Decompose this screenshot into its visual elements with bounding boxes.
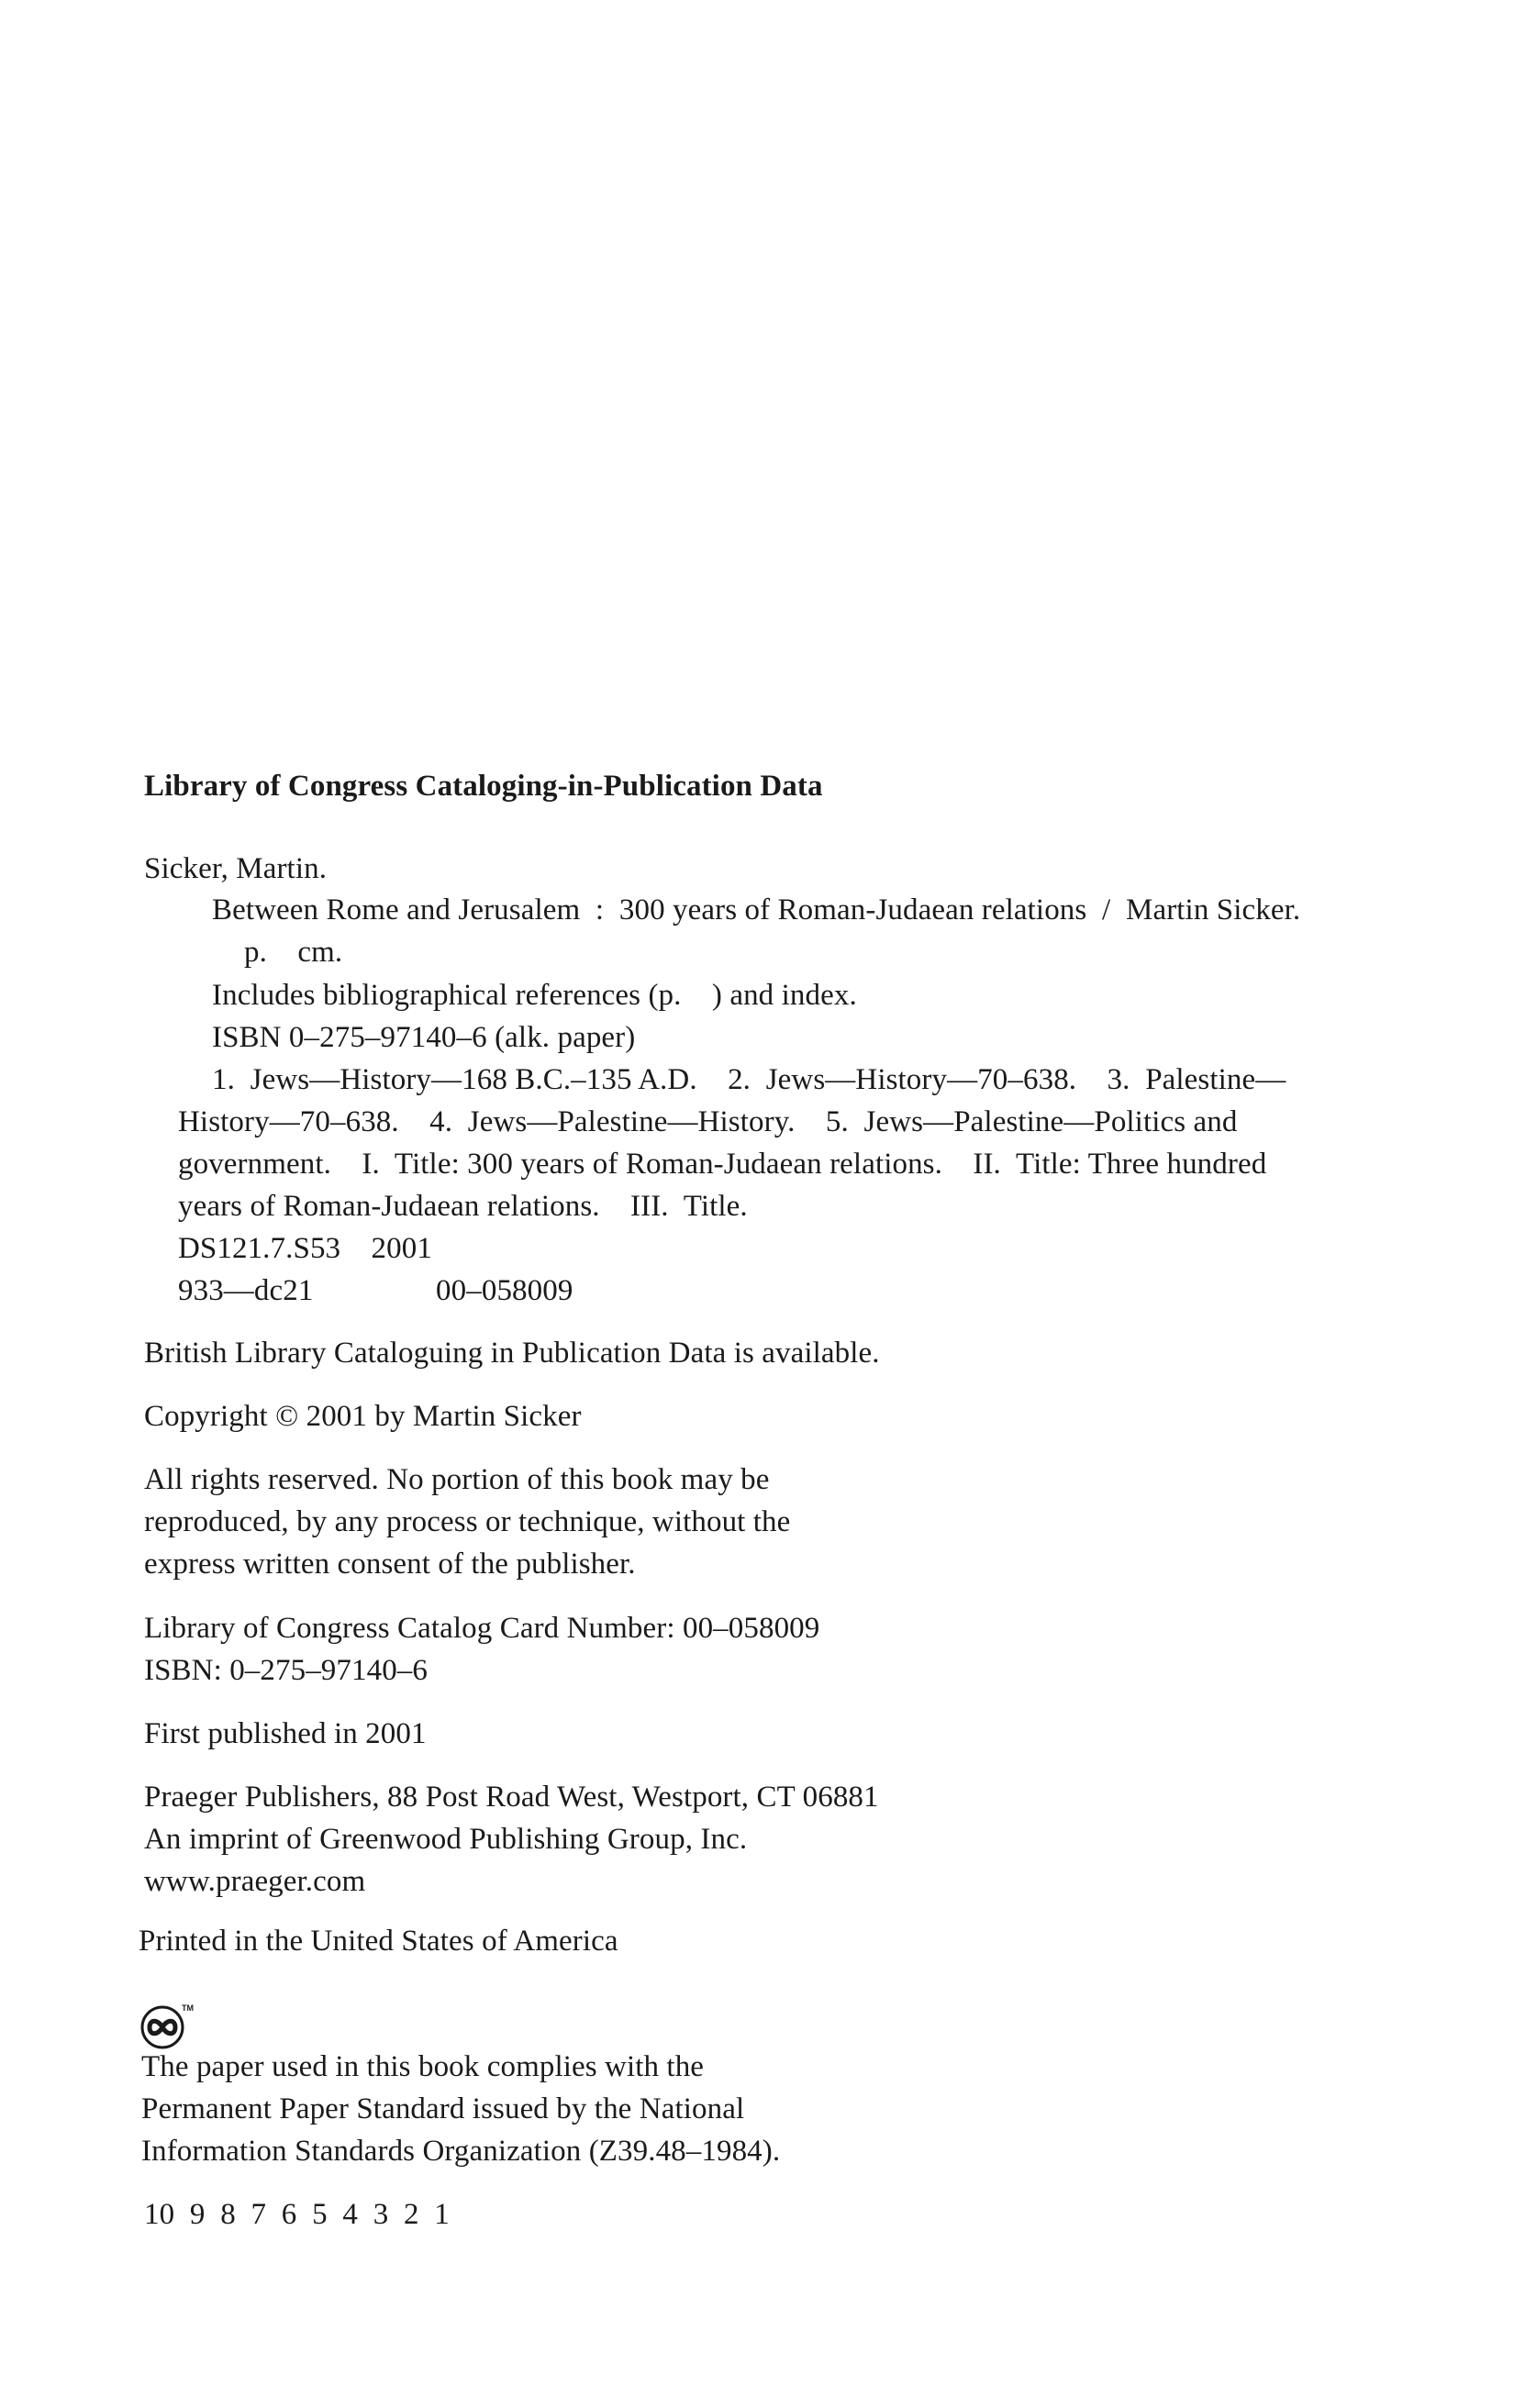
copyright-line: Copyright © 2001 by Martin Sicker [144, 1400, 582, 1433]
cip-subject-line: government. I. Title: 300 years of Roman-Judaean relations. II. Title: Three hundred [178, 1148, 1267, 1181]
publisher-address: Praeger Publishers, 88 Post Road West, Westport, CT 06881 [144, 1781, 879, 1814]
publisher-website: www.praeger.com [144, 1865, 366, 1898]
cip-subject-line: years of Roman-Judaean relations. III. Title. [178, 1190, 748, 1223]
cip-subject-line: 1. Jews—History—168 B.C.–135 A.D. 2. Jews—History—70–638. 3. Palestine— [212, 1063, 1286, 1096]
rights-line: All rights reserved. No portion of this book may be [144, 1463, 770, 1496]
catalog-card-number: Library of Congress Catalog Card Number: 00–058009 [144, 1612, 820, 1645]
cip-heading: Library of Congress Cataloging-in-Publication Data [144, 770, 823, 803]
cip-classification: 933—dc21 00–058009 [178, 1274, 573, 1307]
cip-isbn: ISBN 0–275–97140–6 (alk. paper) [212, 1021, 636, 1054]
cip-size: p. cm. [244, 936, 343, 969]
first-published: First published in 2001 [144, 1717, 427, 1750]
cip-author: Sicker, Martin. [144, 852, 328, 885]
printing-number-line: 10 9 8 7 6 5 4 3 2 1 [144, 2198, 450, 2231]
paper-note-line: Permanent Paper Standard issued by the National [141, 2092, 745, 2125]
infinity-paper-icon [140, 2002, 195, 2049]
cip-call-number: DS121.7.S53 2001 [178, 1232, 432, 1265]
rights-line: reproduced, by any process or technique, without the [144, 1505, 791, 1538]
publisher-imprint: An imprint of Greenwood Publishing Group, Inc. [144, 1823, 748, 1856]
paper-note-line: The paper used in this book complies with the [141, 2050, 705, 2083]
cip-bibliography: Includes bibliographical references (p. ) and index. [212, 979, 857, 1012]
cip-subject-line: History—70–638. 4. Jews—Palestine—History. 5. Jews—Palestine—Politics and [178, 1105, 1238, 1138]
rights-line: express written consent of the publisher. [144, 1548, 636, 1581]
printed-in: Printed in the United States of America [139, 1925, 618, 1958]
british-library-note: British Library Cataloguing in Publication Data is available. [144, 1337, 880, 1370]
catalog-isbn: ISBN: 0–275–97140–6 [144, 1654, 429, 1687]
paper-note-line: Information Standards Organization (Z39.48–1984). [141, 2135, 781, 2168]
trademark-label: TM [182, 2003, 194, 2013]
cip-title: Between Rome and Jerusalem : 300 years of Roman-Judaean relations / Martin Sicker. [212, 893, 1301, 927]
